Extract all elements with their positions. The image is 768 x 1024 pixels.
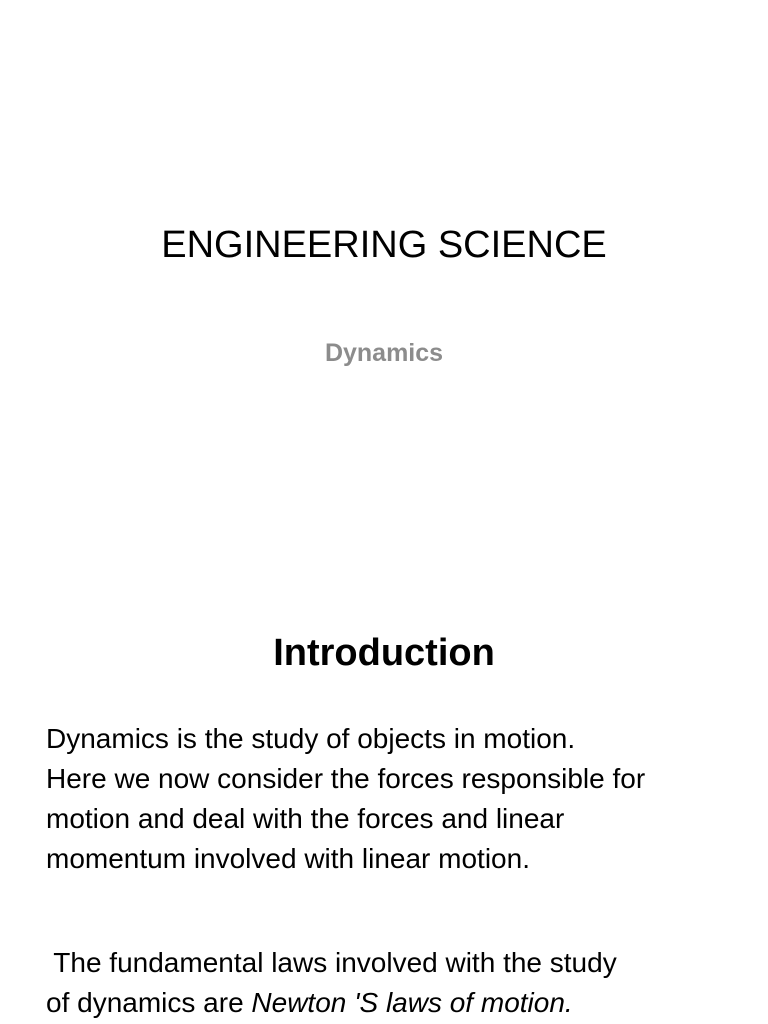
intro-line: motion and deal with the forces and linear — [46, 803, 565, 834]
intro-paragraph — [46, 719, 746, 879]
laws-paragraph — [46, 943, 746, 1023]
laws-line-2 — [46, 983, 746, 1023]
intro-line: Dynamics is the study of objects in motion. — [46, 723, 576, 754]
laws-line-2-prefix: of dynamics are — [46, 987, 252, 1018]
intro-line: momentum involved with linear motion. — [46, 843, 530, 874]
slide-title: ENGINEERING SCIENCE — [161, 224, 607, 266]
slide-heading: Introduction — [273, 632, 495, 674]
newtons-laws-emphasis: Newton 'S laws of motion. — [251, 987, 573, 1018]
intro-line: Here we now consider the forces responsible for — [46, 763, 646, 794]
introduction-slide — [0, 512, 768, 1024]
laws-line-1: The fundamental laws involved with the study — [46, 947, 617, 978]
slide-subtitle: Dynamics — [324, 339, 444, 367]
